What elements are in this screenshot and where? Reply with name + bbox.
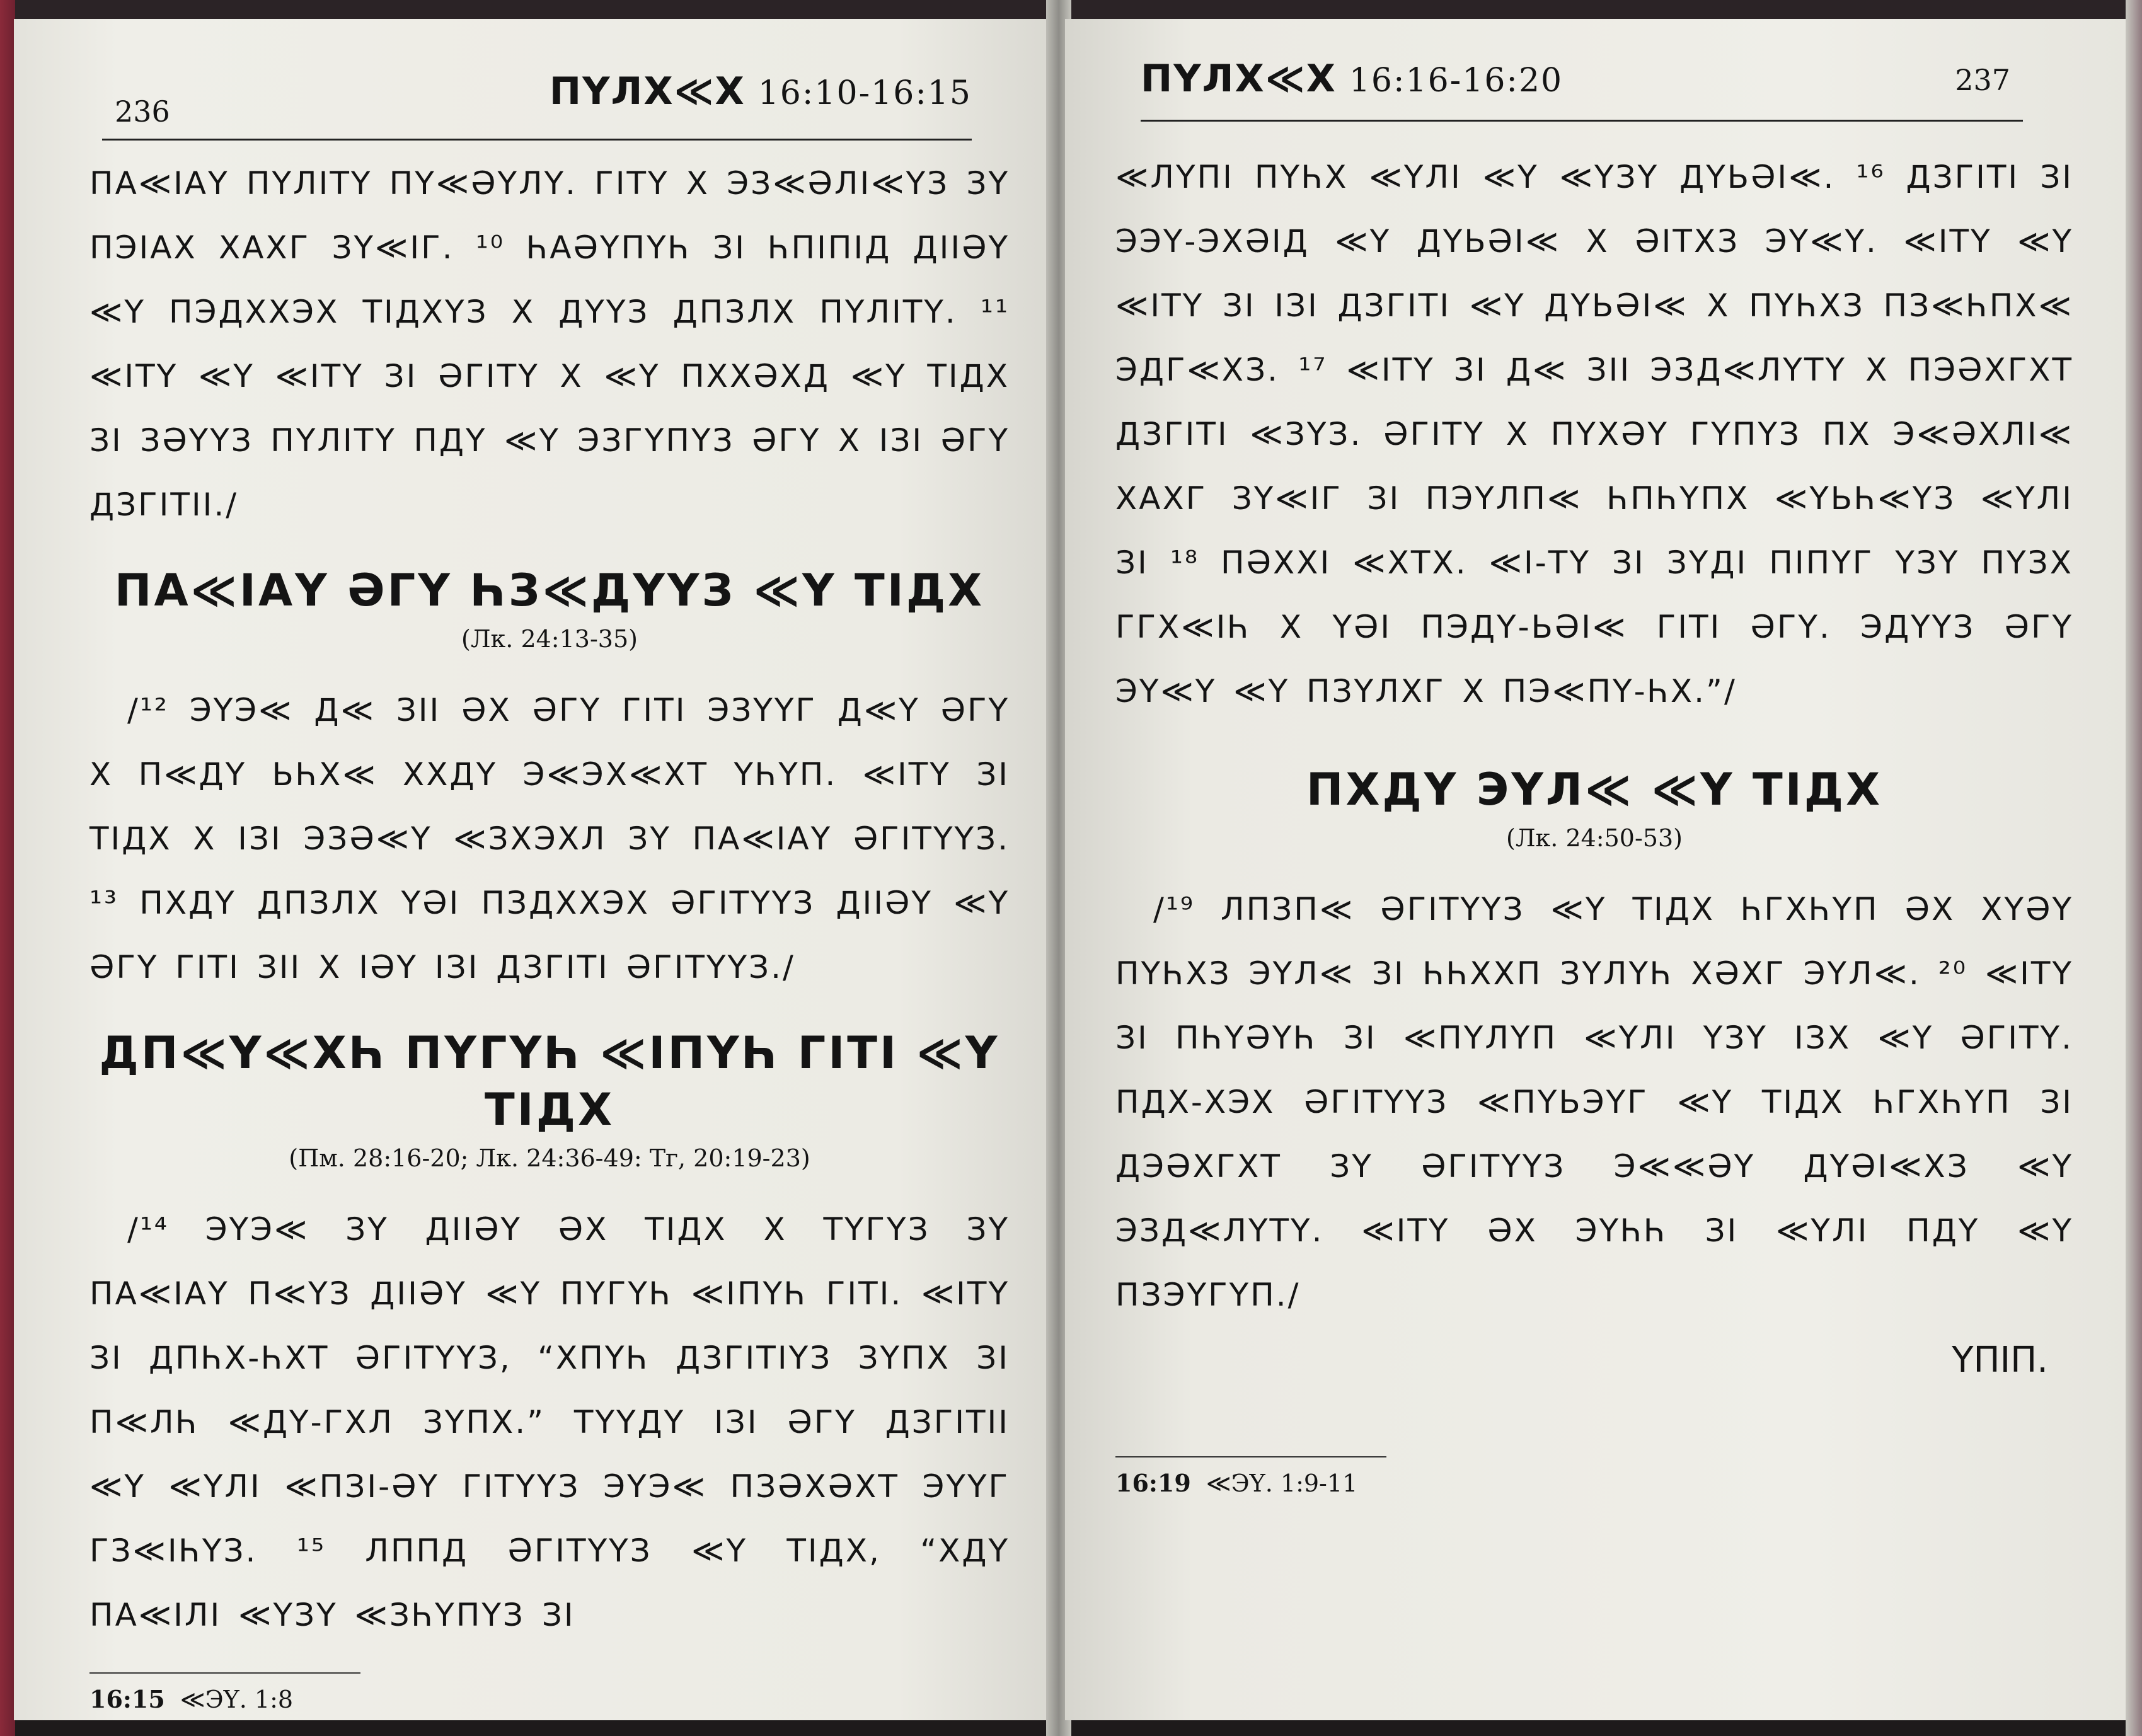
right-page-header [1115,19,2073,227]
running-title [1141,57,1563,101]
page-edges [2126,0,2142,1736]
footnote-reference: 16:15 [89,1685,165,1713]
paragraph: /¹⁹ ЛПЗП≪ ӘГІТҮҮЗ ≪Ү ТІДХ ҺГХҺҮП ӘХ ХҮӘҮ ПҮҺХЗ ЭҮЛ≪ ЗІ ҺҺХХП ЗҮЛҮҺ ХӘХГ ЭҮЛ≪. ²⁰ ≪ІТҮ ЗІ ПҺҮӘҮҺ ЗІ ≪ПҮЛҮП ≪ҮЛІ ҮЗҮ ІЗХ ≪Ү ӘГІТҮ. ПДХ-ХЭХ ӘГІТҮҮЗ ≪ПҮЬЭҮГ ≪Ү ТІДХ ҺГХҺҮП ЗІ ДЭӘХГХТ ЗҮ ӘГІТҮҮЗ Э≪≪ӘҮ ДҮӘІ≪ХЗ ≪Ү ЭЗД≪ЛҮТҮ. ≪ІТҮ ӘХ ЭҮҺҺ ЗІ ≪ҮЛІ ПДҮ ≪Ү ПЗЭҮГҮП./ [1115,891,2073,1313]
footnote-text: ≪ЭҮ. 1:8 [180,1686,294,1713]
left-page-header [89,19,1010,227]
paragraph: /¹² ЭҮЭ≪ Д≪ ЗІІ ӘХ ӘГҮ ГІТІ ЭЗҮҮГ Д≪Ү ӘГҮ Х П≪ДҮ ЬҺХ≪ ХХДҮ Э≪ЭХ≪ХТ ҮҺҮП. ≪ІТҮ ЗІ ТІДХ Х ІЗІ ЭЗӘ≪Ү ≪ЗХЭХЛ ЗҮ ПА≪ІАҮ ӘГІТҮҮЗ. ¹³ ПХДҮ ДПЗЛХ ҮӘІ ПЗДХХЭХ ӘГІТҮҮЗ ДІІӘҮ ≪Ү ӘГҮ ГІТІ ЗІІ Х ІӘҮ ІЗІ ДЗГІТІ ӘГІТҮҮЗ./ [89,692,1010,986]
paragraph: /¹⁴ ЭҮЭ≪ ЗҮ ДІІӘҮ ӘХ ТІДХ Х ТҮГҮЗ ЗҮ ПА≪ІАҮ П≪ҮЗ ДІІӘҮ ≪Ү ПҮГҮҺ ≪ІПҮҺ ГІТІ. ≪ІТҮ ЗІ ДПҺХ-ҺХТ ӘГІТҮҮЗ, “ХПҮҺ ДЗГІТІҮЗ ЗҮПХ ЗІ П≪ЛҺ ≪ДҮ-ГХЛ ЗҮПХ.” ТҮҮДҮ ІЗІ ӘГҮ ДЗГІТІІ ≪Ү ≪ҮЛІ ≪ПЗІ-ӘҮ ГІТҮҮЗ ЭҮЭ≪ ПЗӘХӘХТ ЭҮҮГ ГЗ≪ІҺҮЗ. ¹⁵ ЛППД ӘГІТҮҮЗ ≪Ү ТІДХ, “ХДҮ ПА≪ІЛІ ≪ҮЗҮ ≪ЗҺҮПҮЗ ЗІ [89,1211,1010,1633]
paragraph: ≪ЛҮПІ ПҮҺХ ≪ҮЛІ ≪Ү ≪ҮЗҮ ДҮЬӘІ≪. ¹⁶ ДЗГІТІ ЗІ ЭЭҮ-ЭХӘІД ≪Ү ДҮЬӘІ≪ Х ӘІТХЗ ЭҮ≪Ү. ≪ІТҮ ≪Ү ≪ІТҮ ЗІ ІЗІ ДЗГІТІ ≪Ү ДҮЬӘІ≪ Х ПҮҺХЗ ПЗ≪ҺПХ≪ ЭДГ≪ХЗ. ¹⁷ ≪ІТҮ ЗІ Д≪ ЗІІ ЭЗД≪ЛҮТҮ Х ПЭӘХГХТ ДЗГІТІ ≪ЗҮЗ. ӘГІТҮ Х ПҮХӘҮ ГҮПҮЗ ПХ Э≪ӘХЛІ≪ ХАХГ ЗҮ≪ІГ ЗІ ПЭҮЛП≪ ҺПҺҮПХ ≪ҮЬҺ≪ҮЗ ≪ҮЛІ ЗІ ¹⁸ ПӘХХІ ≪ХТХ. ≪І-ТҮ ЗІ ЗҮДІ ПІПҮГ ҮЗҮ ПҮЗХ ГГХ≪ІҺ Х ҮӘІ ПЭДҮ-ЬӘІ≪ ГІТІ ӘГҮ. ЭДҮҮЗ ӘГҮ ЭҮ≪Ү ≪Ү ПЗҮЛХГ Х ПЭ≪ПҮ-ҺХ.”/ [1115,159,2073,710]
book-title: ПҮЛХ≪Х [549,69,746,113]
section-reference: (Лк. 24:13-35) [461,625,638,653]
header-rule [1141,120,2023,122]
section-heading: ДП≪Ү≪ХҺ ПҮГҮҺ ≪ІПҮҺ ГІТІ ≪Ү ТІДХ [99,1027,1000,1135]
section-reference: (Лк. 24:50-53) [1506,824,1683,852]
chapter-verse-range: 16:16-16:20 [1349,62,1563,100]
footnote-rule [89,1672,360,1674]
book-cover-edge [0,0,15,1736]
footnote-rule [1115,1456,1386,1457]
page-number: 237 [1955,63,2010,97]
footnote-reference: 16:19 [1115,1469,1191,1497]
running-title [550,69,972,113]
section-heading: ПА≪ІАҮ ӘГҮ ҺЗ≪ДҮҮЗ ≪Ү ТІДХ [114,565,985,616]
right-page [1065,19,2130,1720]
section-reference: (Пм. 28:16-20; Лк. 24:36-49: Тг, 20:19-23) [289,1144,810,1172]
header-rule [102,139,972,141]
footnote-text: ≪ЭҮ. 1:9-11 [1206,1469,1358,1497]
book-title: ПҮЛХ≪Х [1141,57,1337,101]
footnote [89,1685,1010,1713]
page-number: 236 [115,95,170,129]
paragraph: ПА≪ІАҮ ПҮЛІТҮ ПҮ≪ӘҮЛҮ. ГІТҮ Х ЭЗ≪ӘЛІ≪ҮЗ ЗҮ ПЭІАХ ХАХГ ЗҮ≪ІГ. ¹⁰ ҺАӘҮПҮҺ ЗІ ҺПІПІД ДІІӘҮ ≪Ү ПЭДХХЭХ ТІДХҮЗ Х ДҮҮЗ ДПЗЛХ ПҮЛІТҮ. ¹¹ ≪ІТҮ ≪Ү ≪ІТҮ ЗІ ӘГІТҮ Х ≪Ү ПХХӘХД ≪Ү ТІДХ ЗІ ЗӘҮҮЗ ПҮЛІТҮ ПДҮ ≪Ү ЭЗГҮПҮЗ ӘГҮ Х ІЗІ ӘГҮ ДЗГІТІІ./ [89,165,1010,523]
chapter-verse-range: 16:10-16:15 [757,74,972,112]
left-page [14,19,1054,1720]
footnote [1115,1469,2073,1497]
closing-word: ҮПІП. [1952,1340,2048,1381]
section-heading: ПХДҮ ЭҮЛ≪ ≪Ү ТІДХ [1306,764,1883,815]
